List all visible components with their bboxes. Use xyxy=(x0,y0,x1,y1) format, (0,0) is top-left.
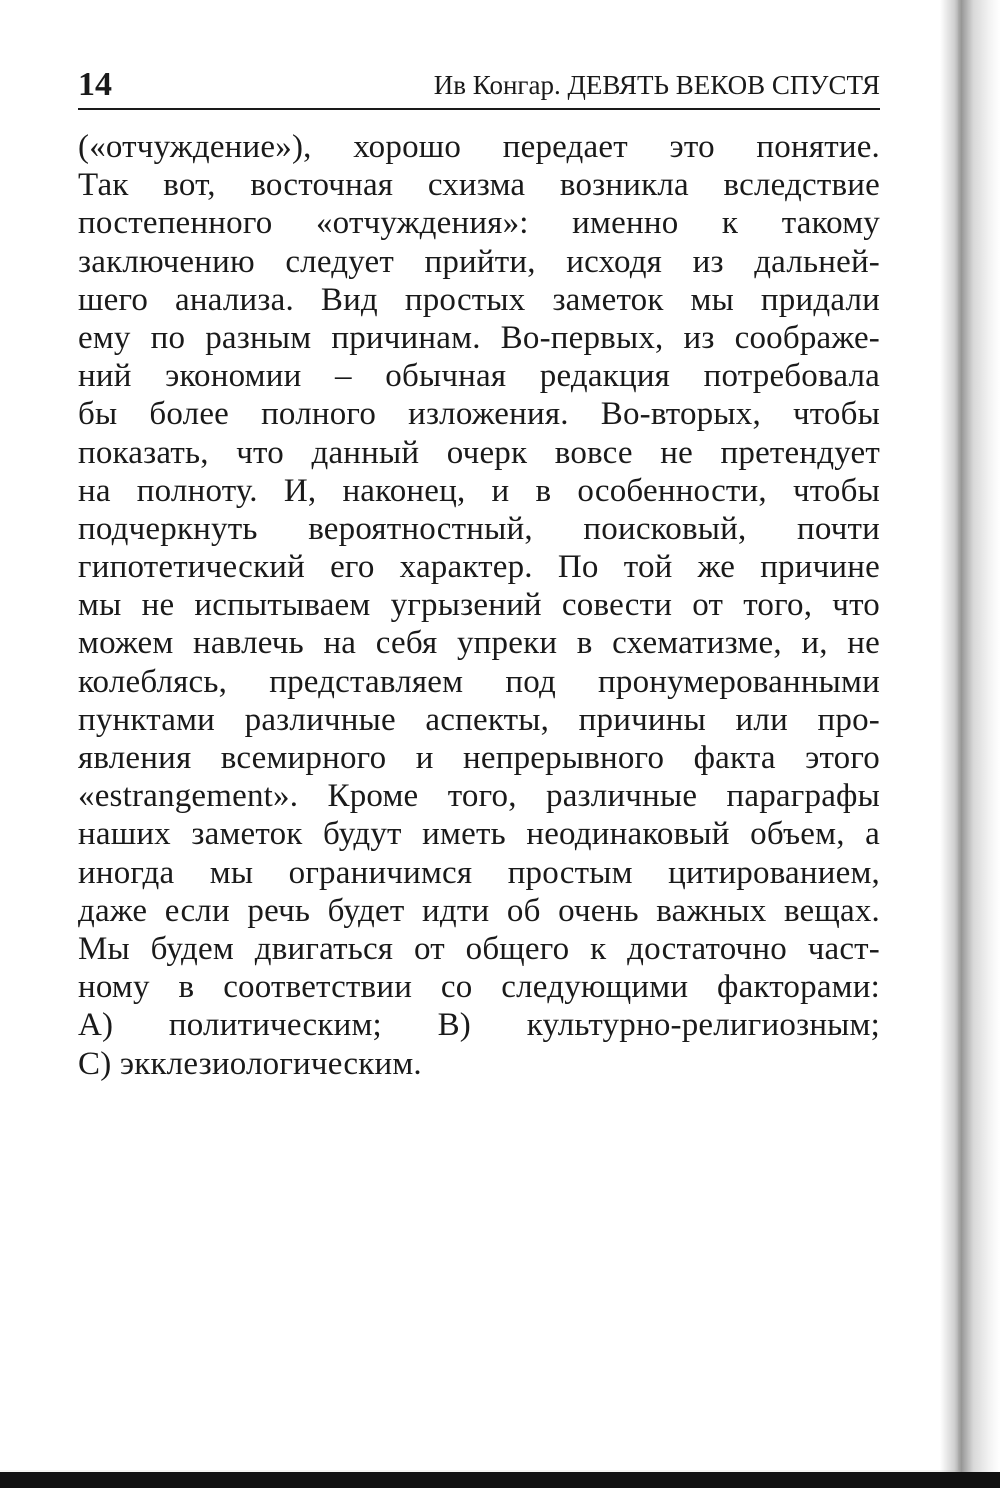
text-line: («отчуждение»), хорошо передает это понятие. xyxy=(78,129,880,165)
page-edge xyxy=(962,0,1000,1488)
text-line: постепенного «отчуждения»: именно к такому xyxy=(78,205,880,242)
running-title: Ив Конгар. ДЕВЯТЬ ВЕКОВ СПУСТЯ xyxy=(433,70,880,100)
text-line: ему по разным причинам. Во-первых, из соображе- xyxy=(78,319,880,356)
text-line: подчеркнуть вероятностный, поисковый, почти xyxy=(78,510,880,547)
spine-shadow xyxy=(940,0,964,1488)
text-line: явления всемирного и непрерывного факта этого xyxy=(78,740,880,776)
text-line: показать, что данный очерк вовсе не претендует xyxy=(78,434,880,471)
text-line: наших заметок будут иметь неодинаковый объем, а xyxy=(78,816,880,853)
body-text xyxy=(78,128,880,1083)
text-line: С) экклезиологическим. xyxy=(78,1045,422,1082)
text-line: заключению следует прийти, исходя из дальней- xyxy=(78,243,880,280)
text-line: ному в соответствии со следующими факторами: xyxy=(78,969,880,1006)
text-line: шего анализа. Вид простых заметок мы придали xyxy=(78,281,880,318)
text-line: даже если речь будет идти об очень важных вещах. xyxy=(78,892,880,929)
text-line: бы более полного изложения. Во-вторых, чтобы xyxy=(78,396,880,433)
text-line: гипотетический его характер. По той же причине xyxy=(78,549,880,586)
running-head xyxy=(78,62,880,110)
text-line: пунктами различные аспекты, причины или про- xyxy=(78,701,880,738)
text-line: колеблясь, представляем под пронумерованными xyxy=(78,663,880,700)
text-line: Так вот, восточная схизма возникла вследствие xyxy=(78,167,880,204)
page-number: 14 xyxy=(78,66,112,103)
text-line: на полноту. И, наконец, и в особенности, чтобы xyxy=(78,472,880,509)
text-line: иногда мы ограничимся простым цитированием, xyxy=(78,854,880,891)
text-line: «estrangement». Кроме того, различные параграфы xyxy=(78,778,880,815)
text-line: можем навлечь на себя упреки в схематизме, и, не xyxy=(78,625,880,662)
text-line: мы не испытываем угрызений совести от того, что xyxy=(78,587,880,624)
text-line: А) политическим; В) культурно-религиозным; xyxy=(78,1007,880,1044)
scan-bottom-border xyxy=(0,1472,1000,1488)
text-line: Мы будем двигаться от общего к достаточно част- xyxy=(78,930,880,967)
text-line: ний экономии – обычная редакция потребовала xyxy=(78,358,880,395)
